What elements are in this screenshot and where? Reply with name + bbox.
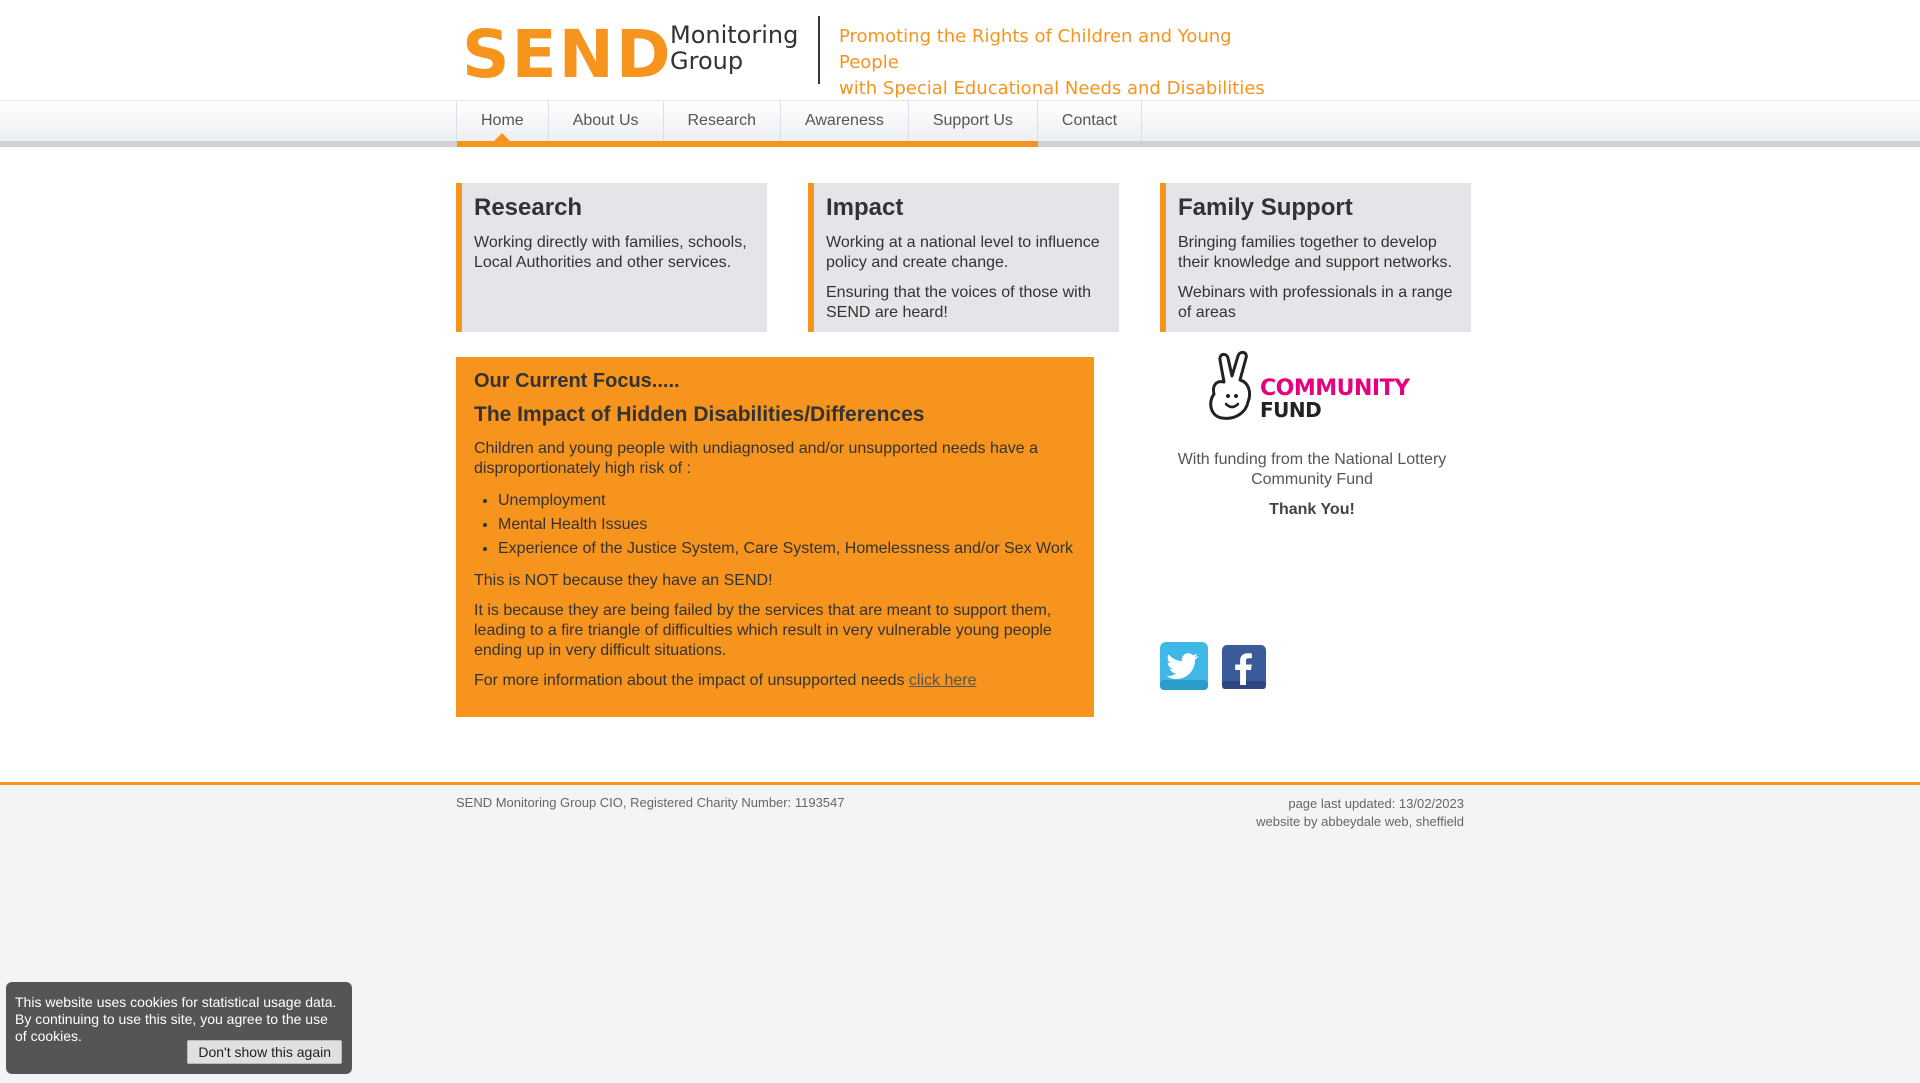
nav-awareness[interactable]: Awareness bbox=[781, 101, 909, 141]
site-logo[interactable] bbox=[456, 12, 1296, 99]
focus-more-info: For more information about the impact of unsupported needs click here bbox=[474, 672, 977, 689]
focus-heading: Our Current Focus..... bbox=[474, 370, 680, 392]
impact-title: Impact bbox=[826, 194, 904, 221]
research-box[interactable] bbox=[456, 183, 767, 332]
family-support-text-2: Webinars with professionals in a range of areas bbox=[1178, 284, 1453, 321]
focus-subheading: The Impact of Hidden Disabilities/Differences bbox=[474, 403, 925, 426]
logo-divider bbox=[818, 16, 820, 84]
list-item: • Mental Health Issues bbox=[498, 513, 1076, 537]
dismiss-cookie-button[interactable]: Don't show this again bbox=[187, 1040, 342, 1064]
funding-text: With funding from the National Lottery Community Fund bbox=[1177, 451, 1447, 488]
impact-text-1: Working at a national level to influence policy and create change. bbox=[826, 234, 1100, 271]
facebook-link[interactable] bbox=[1222, 645, 1266, 694]
research-title: Research bbox=[474, 194, 583, 221]
impact-box[interactable] bbox=[808, 183, 1119, 332]
current-focus-panel bbox=[456, 357, 1094, 717]
logo-tagline: Promoting the Rights of Children and Young People with Special Educational Needs and Disabilities bbox=[839, 26, 1265, 99]
community-fund-logo[interactable] bbox=[1202, 350, 1422, 426]
thank-you-text: Thank You! bbox=[1269, 501, 1355, 518]
cookie-notice bbox=[6, 982, 352, 1074]
facebook-icon bbox=[1222, 645, 1266, 689]
nav-research[interactable]: Research bbox=[664, 101, 781, 141]
focus-intro: Children and young people with undiagnosed and/or unsupported needs have a disproportionately high risk of : bbox=[474, 440, 1038, 477]
family-support-text-1: Bringing families together to develop their knowledge and support networks. bbox=[1178, 234, 1452, 271]
research-text: Working directly with families, schools, Local Authorities and other services. bbox=[474, 234, 747, 271]
list-item: • Experience of the Justice System, Care System, Homelessness and/or Sex Work bbox=[498, 537, 1076, 561]
main-nav bbox=[456, 101, 1142, 147]
community-fund-line1: COMMUNITY bbox=[1260, 376, 1410, 401]
family-support-title: Family Support bbox=[1178, 194, 1353, 221]
funding-panel bbox=[1160, 350, 1464, 520]
risk-list bbox=[474, 489, 1076, 561]
family-support-box[interactable] bbox=[1160, 183, 1471, 332]
twitter-icon bbox=[1160, 642, 1208, 690]
nav-support-us[interactable]: Support Us bbox=[909, 101, 1038, 141]
focus-statement: This is NOT because they have an SEND! bbox=[474, 572, 773, 589]
nav-home[interactable]: Home bbox=[456, 101, 549, 141]
impact-text-2: Ensuring that the voices of those with SEND are heard! bbox=[826, 284, 1092, 321]
crossed-fingers-icon bbox=[1202, 350, 1262, 426]
logo-send-text: SEND bbox=[462, 16, 673, 93]
focus-explanation: It is because they are being failed by the services that are meant to support them, leading to a fire triangle of difficulties which result in very vulnerable young people ending up in very difficult situations. bbox=[474, 602, 1052, 659]
list-item: • Unemployment bbox=[498, 489, 1076, 513]
logo-monitoring-group: Monitoring Group bbox=[670, 21, 799, 75]
community-fund-line2: FUND bbox=[1260, 398, 1322, 422]
click-here-link[interactable]: click here bbox=[908, 672, 977, 689]
page-last-updated: page last updated: 13/02/2023 bbox=[1288, 796, 1464, 811]
cookie-text: This website uses cookies for statistical usage data. By continuing to use this site, you agree to the use of cookies. bbox=[15, 994, 337, 1044]
twitter-link[interactable] bbox=[1160, 642, 1208, 695]
website-credit-link[interactable]: website by abbeydale web, sheffield bbox=[1256, 814, 1464, 829]
nav-about-us[interactable]: About Us bbox=[549, 101, 664, 141]
charity-info: SEND Monitoring Group CIO, Registered Charity Number: 1193547 bbox=[456, 795, 845, 810]
site-header bbox=[0, 0, 1920, 100]
nav-contact[interactable]: Contact bbox=[1038, 101, 1142, 141]
footer-right bbox=[1164, 795, 1464, 831]
